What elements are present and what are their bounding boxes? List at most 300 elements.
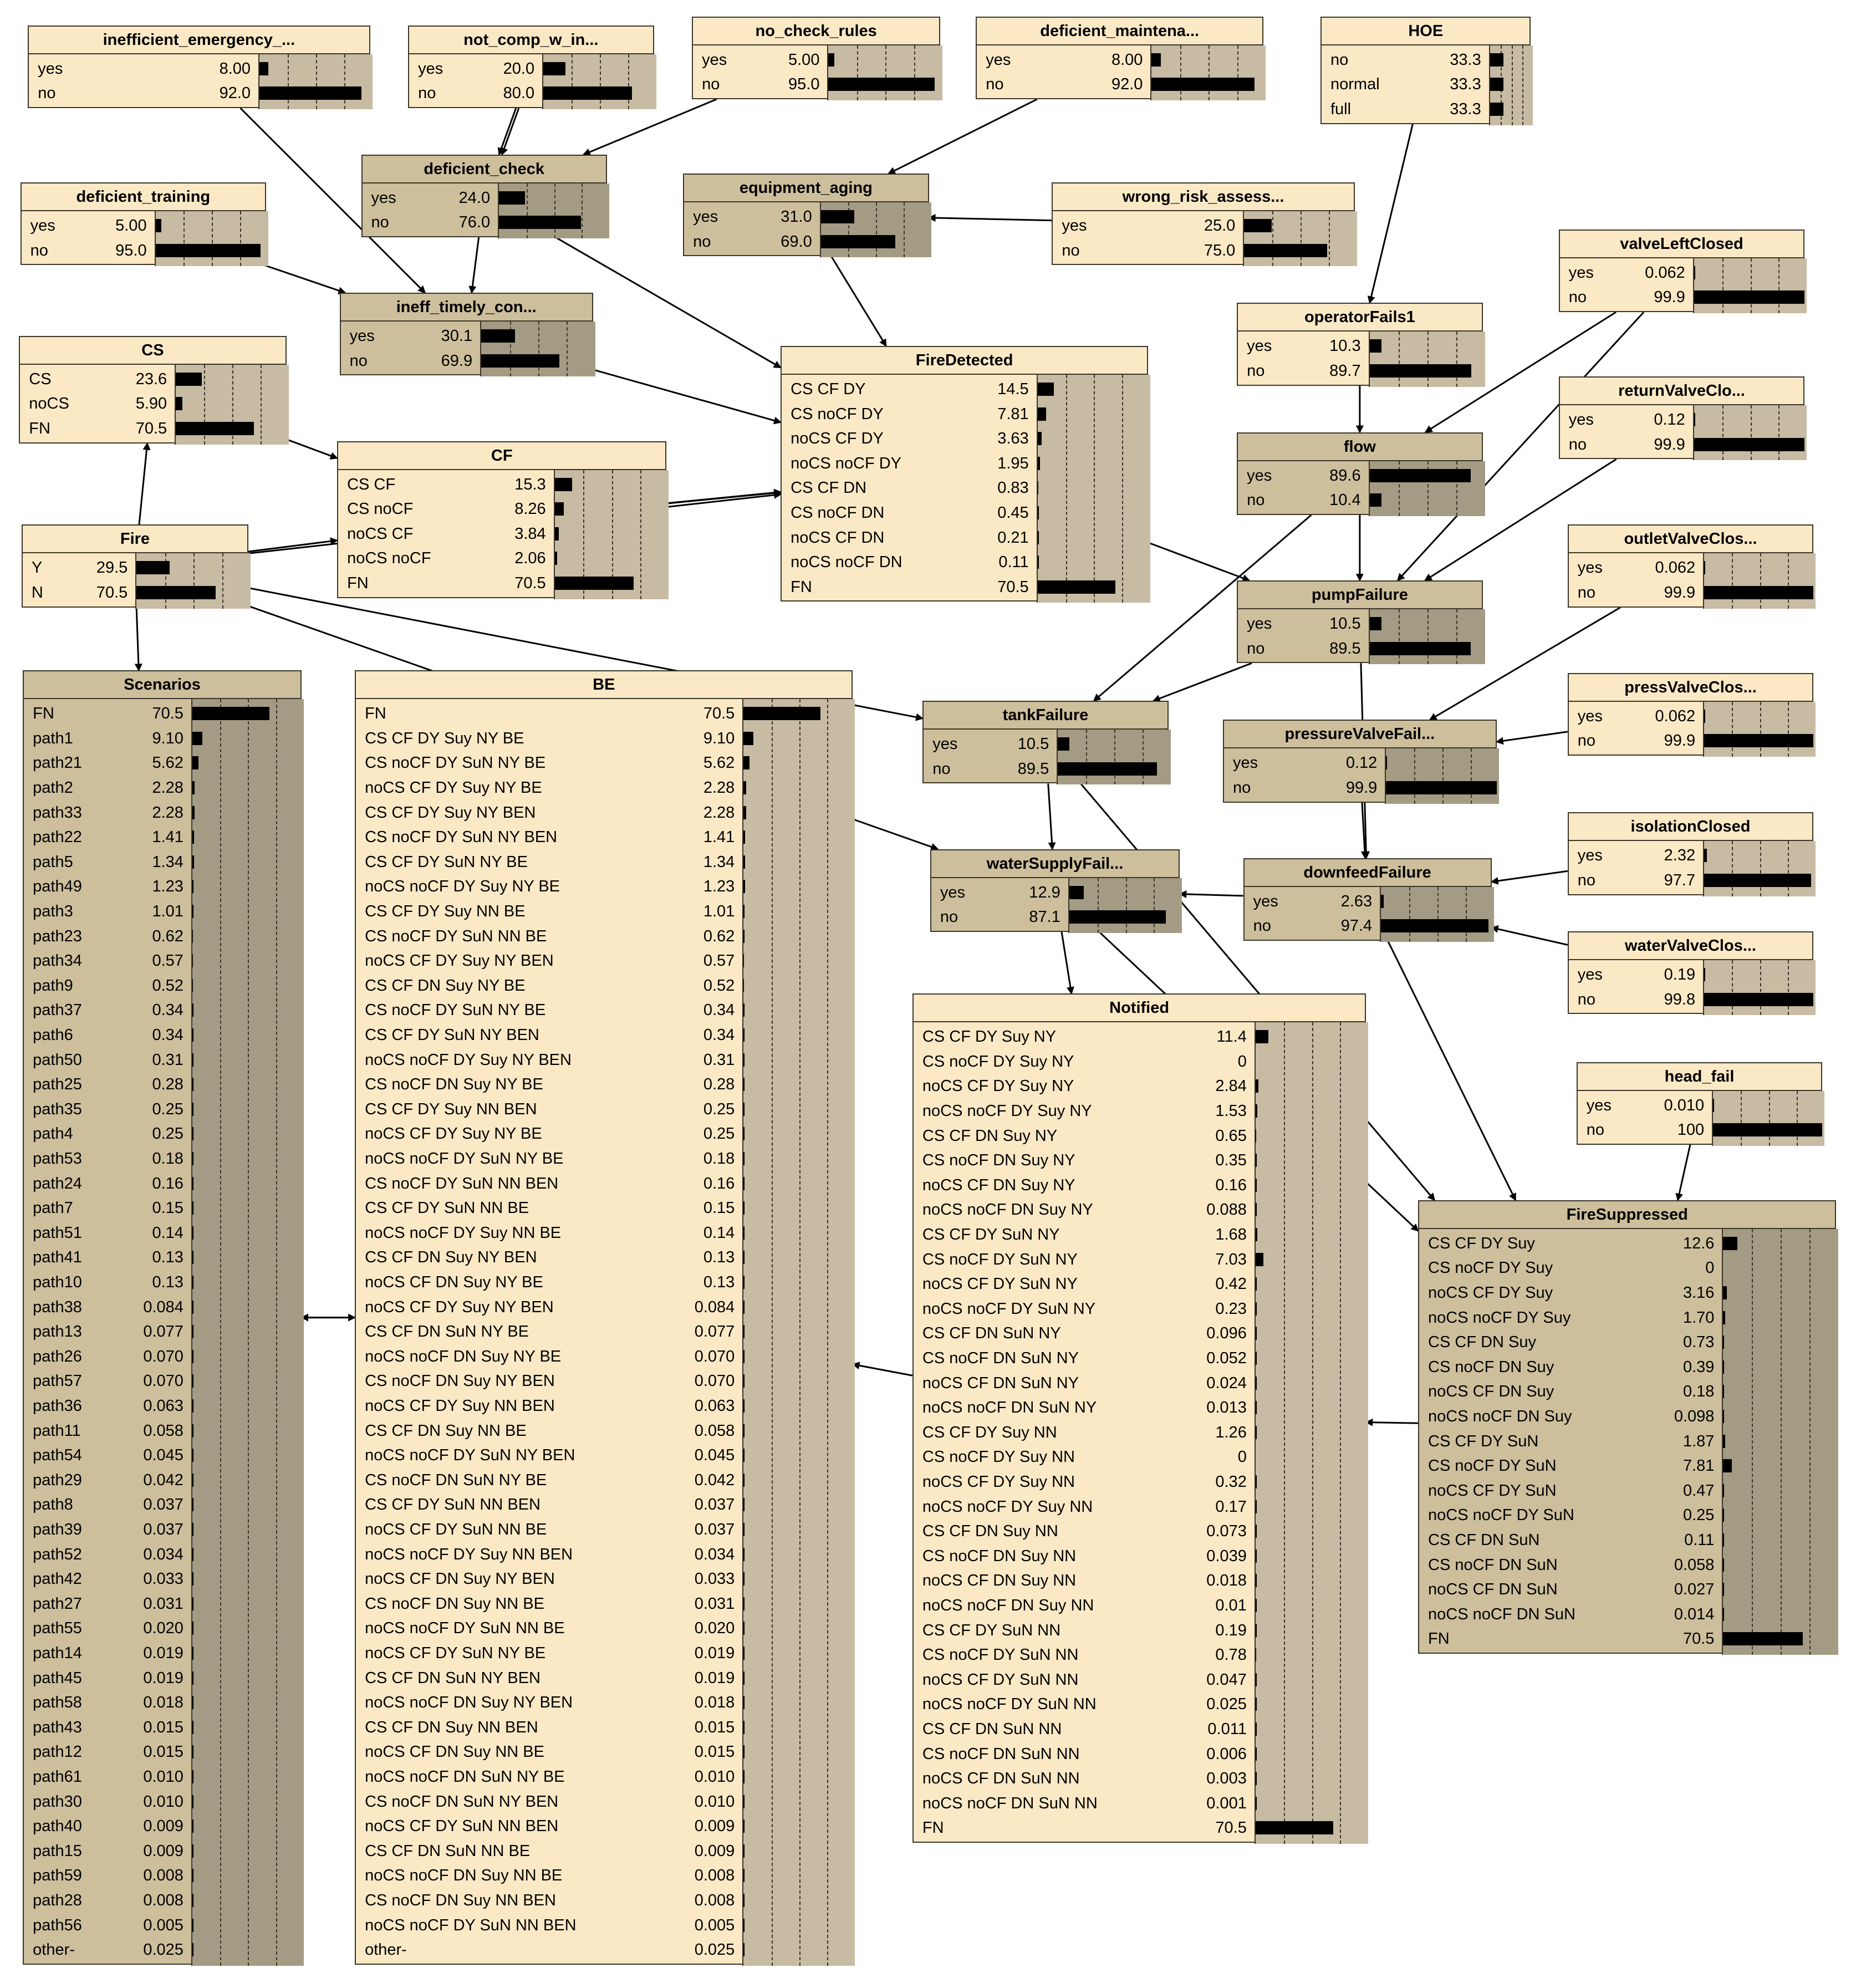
state-row[interactable]	[356, 998, 854, 1023]
state-row[interactable]	[914, 1346, 1367, 1371]
state-value: 0.31	[703, 1051, 735, 1069]
state-row[interactable]	[356, 1666, 854, 1691]
state-row[interactable]	[1560, 261, 1806, 286]
state-row[interactable]	[356, 1616, 854, 1641]
state-label: CS CF DN	[791, 479, 867, 497]
node-downfeedFailure[interactable]	[1243, 858, 1492, 941]
node-waterValveClos[interactable]	[1568, 931, 1813, 1014]
state-row[interactable]	[1419, 1379, 1837, 1404]
state-row[interactable]	[914, 1742, 1367, 1767]
state-row[interactable]	[1224, 751, 1498, 776]
state-list	[356, 699, 851, 1966]
node-inefficient_emergency[interactable]	[28, 26, 370, 108]
state-row[interactable]	[24, 1641, 303, 1666]
state-value: 0.025	[1206, 1695, 1247, 1714]
node-deficient_maintena[interactable]	[976, 17, 1263, 99]
state-row[interactable]	[356, 1913, 854, 1938]
state-row[interactable]	[356, 1419, 854, 1444]
state-row[interactable]	[1238, 488, 1483, 513]
state-row[interactable]	[363, 210, 608, 235]
state-row[interactable]	[338, 522, 667, 547]
node-no_check_rules[interactable]	[692, 17, 940, 99]
state-row[interactable]	[24, 1863, 303, 1888]
state-row[interactable]	[356, 1542, 854, 1567]
state-row[interactable]	[1053, 213, 1355, 238]
state-row[interactable]	[23, 580, 249, 605]
state-row[interactable]	[1053, 238, 1355, 263]
state-row[interactable]	[914, 1495, 1367, 1520]
state-row[interactable]	[24, 1319, 303, 1344]
state-row[interactable]	[356, 850, 854, 875]
state-row[interactable]	[782, 402, 1149, 427]
belief-bar	[1370, 364, 1471, 378]
state-label: yes	[1247, 337, 1272, 355]
state-row[interactable]	[24, 850, 303, 875]
state-row[interactable]	[914, 1445, 1367, 1470]
state-row[interactable]	[24, 1394, 303, 1419]
state-row[interactable]	[684, 230, 930, 254]
node-FireDetected[interactable]	[781, 346, 1148, 602]
state-row[interactable]	[356, 1023, 854, 1048]
state-label: CS noCF DY SuN NY BEN	[365, 828, 558, 847]
state-row[interactable]	[338, 546, 667, 571]
state-row[interactable]	[782, 426, 1149, 451]
node-CS[interactable]	[19, 336, 286, 444]
state-value: 0	[1705, 1259, 1715, 1277]
state-row[interactable]	[924, 757, 1169, 782]
node-title: returnValveClo...	[1560, 378, 1803, 405]
state-row[interactable]	[24, 1221, 303, 1246]
state-row[interactable]	[782, 526, 1149, 550]
state-row[interactable]	[356, 1888, 854, 1913]
state-label: yes	[1232, 754, 1258, 772]
state-row[interactable]	[363, 186, 608, 211]
state-row[interactable]	[356, 924, 854, 949]
state-row[interactable]	[356, 899, 854, 924]
state-row[interactable]	[356, 1295, 854, 1320]
state-label: CS CF DN Suy NN BE	[365, 1421, 527, 1440]
state-row[interactable]	[24, 1468, 303, 1493]
state-row[interactable]	[24, 825, 303, 850]
state-row[interactable]	[914, 1791, 1367, 1816]
belief-bar	[1704, 874, 1811, 887]
state-row[interactable]	[1569, 704, 1814, 729]
node-valveLeftClosed[interactable]	[1559, 230, 1804, 312]
state-row[interactable]	[914, 1074, 1367, 1099]
state-row[interactable]	[24, 1888, 303, 1913]
state-row[interactable]	[356, 1171, 854, 1196]
state-row[interactable]	[20, 416, 287, 441]
state-row[interactable]	[1419, 1454, 1837, 1479]
state-value: 0.01	[1215, 1597, 1247, 1615]
state-row[interactable]	[914, 1568, 1367, 1593]
state-row[interactable]	[1238, 463, 1483, 488]
state-row[interactable]	[1419, 1479, 1837, 1503]
state-row[interactable]	[914, 1173, 1367, 1198]
node-Scenarios[interactable]	[23, 670, 302, 1965]
state-row[interactable]	[356, 1221, 854, 1246]
state-row[interactable]	[931, 880, 1181, 905]
state-label: CS CF DY SuN NY BE	[365, 853, 528, 871]
state-row[interactable]	[1322, 97, 1532, 122]
state-row[interactable]	[24, 924, 303, 949]
state-row[interactable]	[914, 1470, 1367, 1495]
state-row[interactable]	[782, 377, 1149, 402]
state-row[interactable]	[782, 451, 1149, 476]
node-head_fail[interactable]	[1577, 1062, 1822, 1145]
state-row[interactable]	[914, 1024, 1367, 1049]
state-row[interactable]	[24, 1592, 303, 1617]
state-row[interactable]	[356, 701, 854, 726]
state-row[interactable]	[914, 1766, 1367, 1791]
state-row[interactable]	[356, 1196, 854, 1221]
belief-bar	[192, 1201, 193, 1215]
state-row[interactable]	[409, 57, 655, 81]
state-value: 0	[1237, 1448, 1247, 1466]
node-pressValveClos[interactable]	[1568, 673, 1813, 756]
state-value: 70.5	[135, 419, 167, 437]
edge-deficient_maintena-to-equipment_aging	[889, 99, 1037, 174]
node-waterSupplyFail[interactable]	[930, 849, 1180, 932]
state-row[interactable]	[356, 1270, 854, 1295]
node-isolationClosed[interactable]	[1568, 812, 1813, 895]
state-row[interactable]	[22, 238, 267, 263]
node-returnValveClo[interactable]	[1559, 376, 1804, 459]
state-row[interactable]	[356, 1443, 854, 1468]
state-row[interactable]	[1569, 962, 1814, 987]
state-row[interactable]	[1578, 1118, 1823, 1143]
node-BE[interactable]	[355, 670, 853, 1965]
state-value: 0.015	[143, 1718, 183, 1736]
state-row[interactable]	[1245, 914, 1493, 939]
belief-bar	[192, 880, 193, 893]
state-row[interactable]	[914, 1618, 1367, 1643]
state-row[interactable]	[914, 1420, 1367, 1445]
state-row[interactable]	[914, 1395, 1367, 1420]
state-row[interactable]	[356, 825, 854, 850]
belief-bar	[743, 1474, 745, 1487]
state-row[interactable]	[914, 1692, 1367, 1717]
state-row[interactable]	[24, 874, 303, 899]
state-row[interactable]	[23, 555, 249, 580]
state-row[interactable]	[1419, 1306, 1837, 1331]
state-row[interactable]	[356, 1072, 854, 1097]
state-row[interactable]	[914, 1272, 1367, 1297]
state-row[interactable]	[356, 1641, 854, 1666]
state-value: 0.11	[1684, 1531, 1715, 1549]
state-row[interactable]	[24, 1344, 303, 1369]
state-row[interactable]	[356, 973, 854, 998]
state-row[interactable]	[24, 1122, 303, 1146]
state-row[interactable]	[356, 949, 854, 973]
state-row[interactable]	[914, 1148, 1367, 1173]
belief-bar	[1381, 895, 1384, 908]
state-row[interactable]	[24, 776, 303, 801]
state-row[interactable]	[24, 1097, 303, 1122]
belief-bar	[743, 1374, 745, 1388]
state-row[interactable]	[914, 1049, 1367, 1074]
state-row[interactable]	[1419, 1404, 1837, 1429]
state-row[interactable]	[356, 1097, 854, 1122]
state-row[interactable]	[24, 1048, 303, 1073]
state-row[interactable]	[914, 1222, 1367, 1247]
state-row[interactable]	[356, 1839, 854, 1864]
state-list	[341, 322, 592, 376]
state-row[interactable]	[356, 801, 854, 825]
state-row[interactable]	[24, 1245, 303, 1270]
state-value: 1.23	[152, 878, 183, 896]
state-row[interactable]	[341, 324, 594, 349]
belief-bar	[192, 756, 198, 769]
state-row[interactable]	[914, 1519, 1367, 1544]
state-row[interactable]	[782, 575, 1149, 600]
state-row[interactable]	[1419, 1231, 1837, 1256]
state-row[interactable]	[356, 874, 854, 899]
state-row[interactable]	[1238, 636, 1483, 661]
state-row[interactable]	[356, 1369, 854, 1394]
belief-bar	[1256, 1327, 1257, 1340]
node-equipment_aging[interactable]	[683, 174, 929, 256]
state-row[interactable]	[356, 1319, 854, 1344]
state-row[interactable]	[914, 1297, 1367, 1322]
state-row[interactable]	[684, 205, 930, 230]
state-row[interactable]	[24, 751, 303, 776]
state-row[interactable]	[1245, 889, 1493, 914]
state-row[interactable]	[24, 1295, 303, 1320]
state-row[interactable]	[1569, 843, 1814, 868]
state-row[interactable]	[24, 1419, 303, 1444]
state-row[interactable]	[356, 1938, 854, 1962]
state-row[interactable]	[1569, 868, 1814, 893]
state-row[interactable]	[24, 1913, 303, 1938]
state-row[interactable]	[24, 998, 303, 1023]
state-row[interactable]	[693, 72, 941, 97]
state-row[interactable]	[24, 1567, 303, 1592]
state-row[interactable]	[1419, 1627, 1837, 1651]
node-flow[interactable]	[1237, 432, 1482, 515]
state-row[interactable]	[24, 1492, 303, 1517]
state-row[interactable]	[356, 1740, 854, 1765]
state-value: 0.25	[152, 1125, 183, 1143]
state-row[interactable]	[977, 48, 1264, 73]
state-row[interactable]	[1238, 359, 1483, 384]
state-row[interactable]	[1419, 1553, 1837, 1578]
state-row[interactable]	[24, 1666, 303, 1691]
state-row[interactable]	[356, 1394, 854, 1419]
node-pumpFailure[interactable]	[1237, 580, 1482, 663]
node-HOE[interactable]	[1320, 17, 1531, 124]
state-row[interactable]	[24, 1690, 303, 1715]
state-label: no	[1577, 732, 1596, 750]
belief-bar	[1256, 1253, 1263, 1266]
belief-bar	[1256, 1030, 1268, 1043]
state-row[interactable]	[24, 1790, 303, 1814]
edge-pressValveClos-to-pressureValveFail	[1497, 732, 1568, 742]
state-row[interactable]	[693, 48, 941, 73]
state-value: 0.058	[694, 1421, 735, 1440]
state-row[interactable]	[24, 1740, 303, 1765]
state-row[interactable]	[356, 1492, 854, 1517]
state-row[interactable]	[356, 1790, 854, 1814]
node-CF[interactable]	[337, 441, 666, 598]
state-row[interactable]	[356, 726, 854, 751]
state-row[interactable]	[782, 550, 1149, 575]
state-row[interactable]	[914, 1124, 1367, 1149]
state-row[interactable]	[356, 1122, 854, 1146]
state-row[interactable]	[409, 81, 655, 106]
state-row[interactable]	[356, 1814, 854, 1839]
node-title: pressValveClos...	[1569, 674, 1812, 702]
state-row[interactable]	[1238, 611, 1483, 636]
state-row[interactable]	[20, 391, 287, 416]
state-row[interactable]	[931, 905, 1181, 930]
state-row[interactable]	[1419, 1503, 1837, 1528]
state-row[interactable]	[356, 1468, 854, 1493]
node-wrong_risk_assess[interactable]	[1052, 182, 1354, 265]
state-row[interactable]	[914, 1197, 1367, 1222]
state-row[interactable]	[1419, 1429, 1837, 1454]
state-row[interactable]	[24, 1443, 303, 1468]
state-row[interactable]	[24, 1023, 303, 1048]
state-row[interactable]	[914, 1371, 1367, 1396]
state-row[interactable]	[914, 1099, 1367, 1124]
state-row[interactable]	[24, 1715, 303, 1740]
state-row[interactable]	[914, 1593, 1367, 1618]
state-row[interactable]	[356, 1592, 854, 1617]
state-row[interactable]	[338, 472, 667, 497]
node-Fire[interactable]	[22, 524, 248, 607]
state-row[interactable]	[24, 899, 303, 924]
belief-bar	[743, 1819, 745, 1833]
state-row[interactable]	[782, 476, 1149, 501]
state-row[interactable]	[1419, 1577, 1837, 1602]
state-row[interactable]	[1569, 987, 1814, 1012]
state-row[interactable]	[29, 81, 371, 106]
state-row[interactable]	[1224, 776, 1498, 801]
state-row[interactable]	[356, 1765, 854, 1790]
state-row[interactable]	[22, 213, 267, 238]
state-row[interactable]	[24, 1146, 303, 1171]
state-row[interactable]	[24, 1369, 303, 1394]
belief-bar	[821, 235, 895, 248]
state-row[interactable]	[24, 1616, 303, 1641]
state-row[interactable]	[977, 72, 1264, 97]
state-row[interactable]	[1569, 555, 1814, 580]
state-row[interactable]	[356, 1517, 854, 1542]
state-row[interactable]	[356, 776, 854, 801]
state-row[interactable]	[24, 1270, 303, 1295]
state-row[interactable]	[356, 1863, 854, 1888]
state-row[interactable]	[24, 1072, 303, 1097]
belief-bar	[192, 1523, 193, 1536]
state-row[interactable]	[1419, 1355, 1837, 1380]
state-row[interactable]	[24, 973, 303, 998]
state-row[interactable]	[356, 1567, 854, 1592]
node-deficient_check[interactable]	[361, 155, 607, 237]
state-row[interactable]	[24, 726, 303, 751]
state-row[interactable]	[24, 1171, 303, 1196]
state-row[interactable]	[914, 1816, 1367, 1841]
state-row[interactable]	[338, 571, 667, 596]
state-value: 0.52	[703, 976, 735, 995]
node-not_comp_w_in[interactable]	[408, 26, 654, 108]
state-row[interactable]	[1419, 1528, 1837, 1553]
state-row[interactable]	[1560, 432, 1806, 457]
state-row[interactable]	[1322, 72, 1532, 97]
state-row[interactable]	[338, 497, 667, 522]
state-row[interactable]	[924, 732, 1169, 757]
state-row[interactable]	[29, 57, 371, 81]
state-row[interactable]	[1419, 1281, 1837, 1306]
state-row[interactable]	[24, 801, 303, 825]
state-row[interactable]	[1419, 1256, 1837, 1281]
state-row[interactable]	[356, 1344, 854, 1369]
state-row[interactable]	[914, 1247, 1367, 1272]
node-pressureValveFail[interactable]	[1223, 720, 1497, 802]
state-row[interactable]	[24, 949, 303, 973]
state-row[interactable]	[356, 1048, 854, 1073]
state-label: path11	[33, 1421, 81, 1440]
state-row[interactable]	[1560, 285, 1806, 310]
state-row[interactable]	[1322, 48, 1532, 73]
state-row[interactable]	[914, 1668, 1367, 1693]
state-row[interactable]	[1569, 580, 1814, 605]
state-row[interactable]	[1560, 407, 1806, 432]
state-row[interactable]	[1569, 728, 1814, 753]
node-ineff_timely_con[interactable]	[340, 293, 593, 375]
belief-bar	[192, 1671, 193, 1685]
state-row[interactable]	[914, 1544, 1367, 1569]
state-row[interactable]	[914, 1717, 1367, 1742]
state-row[interactable]	[24, 701, 303, 726]
state-row[interactable]	[24, 1938, 303, 1962]
state-value: 0.063	[694, 1397, 735, 1415]
state-row[interactable]	[914, 1321, 1367, 1346]
node-outletValveClos[interactable]	[1568, 524, 1813, 607]
state-row[interactable]	[24, 1196, 303, 1221]
state-row[interactable]	[914, 1643, 1367, 1668]
node-operatorFails1[interactable]	[1237, 303, 1482, 385]
state-row[interactable]	[24, 1814, 303, 1839]
state-row[interactable]	[356, 1146, 854, 1171]
node-Notified[interactable]	[912, 993, 1366, 1843]
belief-bar	[192, 1745, 193, 1758]
node-FireSuppressed[interactable]	[1418, 1200, 1836, 1654]
node-deficient_training[interactable]	[21, 182, 266, 265]
state-row[interactable]	[356, 751, 854, 776]
belief-bar	[192, 905, 193, 918]
state-row[interactable]	[1419, 1602, 1837, 1627]
state-row[interactable]	[356, 1715, 854, 1740]
state-row[interactable]	[356, 1245, 854, 1270]
state-label: path49	[33, 878, 82, 896]
state-row[interactable]	[24, 1517, 303, 1542]
node-tankFailure[interactable]	[922, 701, 1168, 783]
state-value: 92.0	[219, 84, 251, 103]
state-row[interactable]	[356, 1690, 854, 1715]
state-row[interactable]	[20, 367, 287, 392]
belief-bar	[192, 1325, 193, 1338]
node-title: waterValveClos...	[1569, 932, 1812, 960]
state-row[interactable]	[1238, 334, 1483, 359]
state-row[interactable]	[341, 349, 594, 374]
state-row[interactable]	[782, 501, 1149, 526]
state-row[interactable]	[1578, 1093, 1823, 1118]
state-row[interactable]	[1419, 1330, 1837, 1355]
state-row[interactable]	[24, 1839, 303, 1864]
state-row[interactable]	[24, 1542, 303, 1567]
state-row[interactable]	[24, 1765, 303, 1790]
